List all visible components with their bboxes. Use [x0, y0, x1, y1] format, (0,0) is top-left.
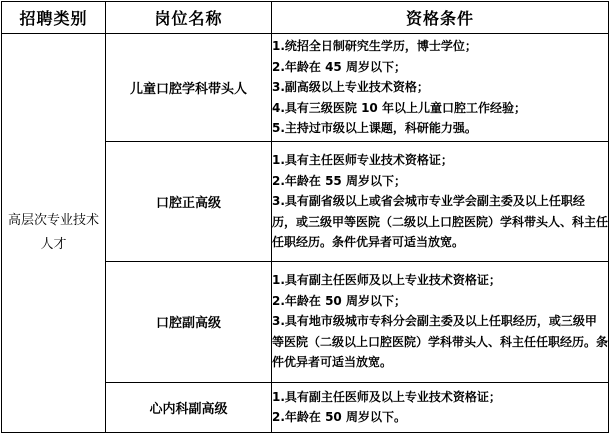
requirements-cell	[272, 142, 609, 261]
requirement-line: 1.具有副主任医师及以上专业技术资格证；	[272, 389, 501, 404]
requirement-line: 1.统招全日制研究生学历，博士学位；	[272, 39, 477, 54]
table-row	[2, 34, 609, 142]
requirements-cell	[272, 261, 609, 382]
requirement-line: 2.年龄在 50 周岁以下。	[272, 410, 406, 425]
header-requirements: 资格条件	[272, 2, 609, 34]
requirement-line: 1.具有主任医师专业技术资格证；	[272, 153, 453, 168]
requirement-line: 4.具有三级医院 10 年以上儿童口腔工作经验；	[272, 100, 526, 115]
requirements-cell	[272, 34, 609, 142]
header-row	[2, 2, 609, 34]
position-cell: 心内科副高级	[106, 382, 272, 432]
position-cell: 口腔正高级	[106, 142, 272, 261]
header-position: 岗位名称	[106, 2, 272, 34]
requirement-line: 1.具有副主任医师及以上专业技术资格证；	[272, 273, 501, 288]
requirement-line: 3.具有地市级城市专科分会副主委及以上任职经历，或三级甲等医院（二级以上口腔医院）学科带头人、科主任任职经历。条件优异者可适当放宽。	[272, 314, 609, 370]
header-category: 招聘类别	[2, 2, 106, 34]
category-cell: 高层次专业技术人才	[2, 34, 106, 433]
requirements-cell	[272, 382, 609, 432]
requirement-line: 3.具有副省级以上或省会城市专业学会副主委及以上任职经历，或三级甲等医院（二级以上口腔医院）学科带头人、科主任任职经历。条件优异者可适当放宽。	[272, 194, 609, 250]
position-cell: 口腔副高级	[106, 261, 272, 382]
requirement-line: 2.年龄在 45 周岁以下；	[272, 59, 406, 74]
recruitment-table	[1, 1, 609, 433]
requirement-line: 5.主持过市级以上课题，科研能力强。	[272, 121, 477, 136]
requirement-line: 2.年龄在 55 周岁以下；	[272, 173, 406, 188]
requirement-line: 3.副高级以上专业技术资格；	[272, 80, 429, 95]
requirement-line: 2.年龄在 50 周岁以下；	[272, 293, 406, 308]
position-cell: 儿童口腔学科带头人	[106, 34, 272, 142]
